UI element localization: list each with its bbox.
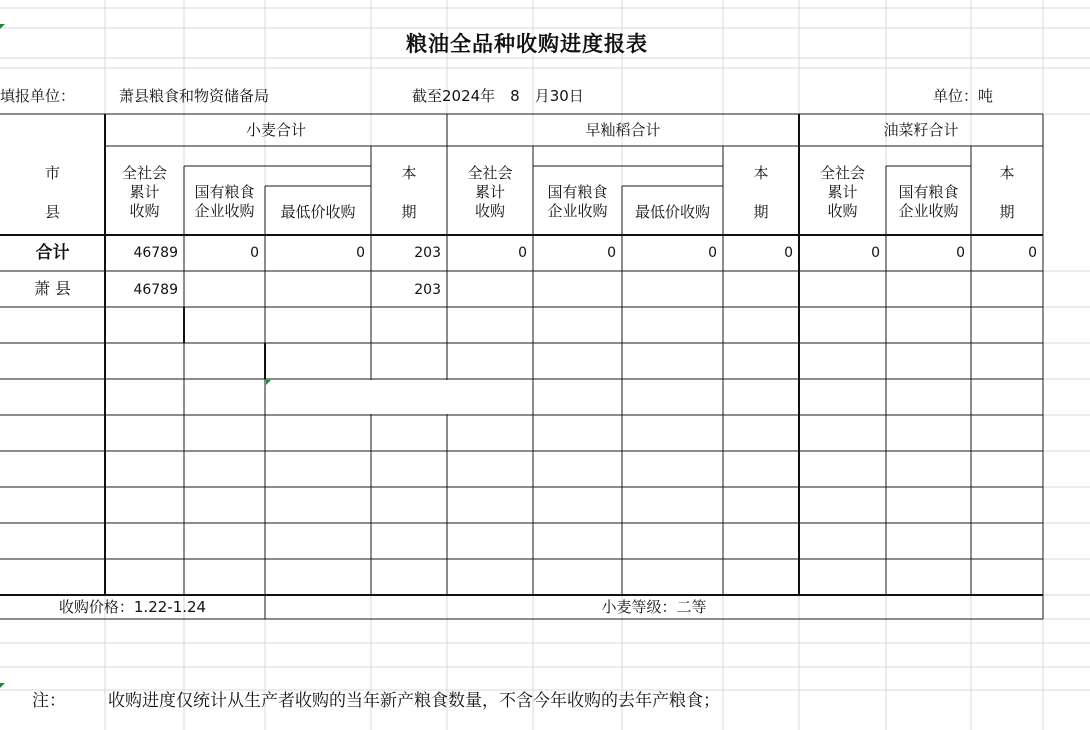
row-cell[interactable]: 0 <box>607 245 616 261</box>
row-cell[interactable]: 0 <box>1028 245 1037 261</box>
row-cell[interactable]: 203 <box>414 245 441 261</box>
cell-comment-marker <box>266 380 271 385</box>
row-cell[interactable]: 0 <box>250 245 259 261</box>
rice-total-line2: 累计 <box>474 183 505 201</box>
row-cell[interactable]: 0 <box>956 245 965 261</box>
purchase-price: 收购价格：1.22-1.24 <box>58 598 207 616</box>
filler-label: 填报单位： <box>0 87 76 105</box>
rapeseed-state-line2: 企业收购 <box>898 202 959 220</box>
wheat-state-line1: 国有粮食 <box>194 183 255 201</box>
rapeseed-total-line1: 全社会 <box>819 164 865 182</box>
wheat-period-line2: 期 <box>401 203 417 221</box>
row-cell[interactable]: 0 <box>871 245 880 261</box>
rice-total-line3: 收购 <box>474 202 505 220</box>
rapeseed-total-line3: 收购 <box>827 202 858 220</box>
row-xiao-name: 萧 县 <box>33 279 72 298</box>
group-rapeseed: 油菜籽合计 <box>883 121 959 139</box>
wheat-total-line3: 收购 <box>129 202 160 220</box>
rapeseed-period-line1: 本 <box>999 164 1015 182</box>
wheat-total-line2: 累计 <box>129 183 160 201</box>
wheat-minprice: 最低价收购 <box>280 203 356 221</box>
rapeseed-state-line1: 国有粮食 <box>898 183 959 201</box>
rice-state-line1: 国有粮食 <box>547 183 608 201</box>
rice-period-line2: 期 <box>753 203 769 221</box>
as-of-date: 截至2024年 8 月30日 <box>412 87 584 105</box>
note-marker <box>0 683 5 688</box>
wheat-grade: 小麦等级：二等 <box>601 598 707 616</box>
rice-total-line1: 全社会 <box>467 164 513 182</box>
group-wheat: 小麦合计 <box>245 121 306 139</box>
rice-minprice: 最低价收购 <box>634 203 710 221</box>
cell-comment-marker <box>0 24 5 29</box>
header-xian: 县 <box>44 203 60 221</box>
row-cell[interactable]: 0 <box>518 245 527 261</box>
row-cell[interactable]: 46789 <box>133 245 178 261</box>
row-cell[interactable]: 0 <box>784 245 793 261</box>
row-total-name: 合计 <box>35 243 70 263</box>
row-cell[interactable]: 0 <box>356 245 365 261</box>
report-title: 粮油全品种收购进度报表 <box>406 32 648 56</box>
wheat-total-line1: 全社会 <box>121 164 167 182</box>
wheat-state-line2: 企业收购 <box>194 202 255 220</box>
row-cell[interactable]: 0 <box>708 245 717 261</box>
wheat-period-line1: 本 <box>401 164 417 182</box>
filler-value: 萧县粮食和物资储备局 <box>119 87 270 105</box>
header-shi: 市 <box>44 164 60 182</box>
note-label: 注： <box>32 691 66 711</box>
rice-state-line2: 企业收购 <box>547 202 608 220</box>
rapeseed-period-line2: 期 <box>999 203 1015 221</box>
rapeseed-total-line2: 累计 <box>827 183 858 201</box>
group-early-rice: 早籼稻合计 <box>585 121 661 139</box>
note-text: 收购进度仅统计从生产者收购的当年新产粮食数量，不含今年收购的去年产粮食； <box>108 691 720 711</box>
row-cell[interactable]: 46789 <box>133 282 178 298</box>
row-cell[interactable]: 203 <box>414 282 441 298</box>
unit-label: 单位：吨 <box>933 87 994 105</box>
rice-period-line1: 本 <box>753 164 769 182</box>
